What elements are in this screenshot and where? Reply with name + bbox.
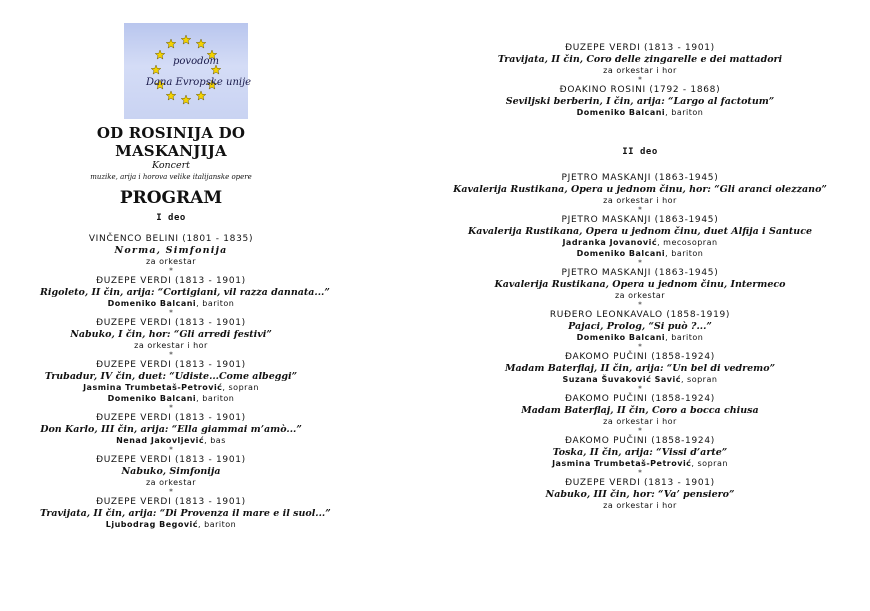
work-title: Travijata, II čin, arija: “Di Provenza il mare e il suol...” xyxy=(40,508,331,519)
program-entry xyxy=(430,172,850,206)
program-entry xyxy=(430,214,850,259)
star-icon xyxy=(166,91,176,100)
performer-role: , bariton xyxy=(665,249,704,258)
performer-line xyxy=(430,416,850,427)
star-icon xyxy=(181,95,191,104)
performer-name: Jasmina Trumbetaš-Petrović xyxy=(552,459,692,468)
work-title: Norma, Simfonija xyxy=(114,245,228,256)
entry-separator: * xyxy=(638,469,642,477)
star-icon xyxy=(196,39,206,48)
performer-line xyxy=(40,519,302,530)
performer-line xyxy=(430,65,850,76)
performer-role: za orkestar xyxy=(145,257,197,266)
entry-separator: * xyxy=(169,351,173,359)
performer-line xyxy=(430,500,850,511)
performer-line xyxy=(430,195,850,206)
program-entry xyxy=(40,496,331,530)
composer-line: PJETRO MASKANJI (1863-1945) xyxy=(561,173,719,183)
performer-name: Domeniko Balcani xyxy=(576,249,666,258)
star-icon xyxy=(166,39,176,48)
composer-line: ĐUZEPE VERDI (1813 - 1901) xyxy=(96,413,246,423)
performer-line xyxy=(430,374,850,385)
program-entry xyxy=(430,84,850,118)
program-entry xyxy=(40,317,302,351)
performer-role: , bariton xyxy=(198,520,237,529)
logo-line-dana-evropske-unije: Dana Evropske unije xyxy=(146,77,252,88)
performer-name: Domeniko Balcani xyxy=(576,333,666,342)
composer-line: VINČENCO BELINI (1801 - 1835) xyxy=(88,234,254,244)
performer-role: , bariton xyxy=(665,333,704,342)
work-title: Toska, II čin, arija: “Vissi d’arte” xyxy=(552,447,728,458)
performer-role: za orkestar i hor xyxy=(603,417,677,426)
performer-role: za orkestar xyxy=(614,291,666,300)
performer-line xyxy=(430,290,850,301)
entry-separator: * xyxy=(638,206,642,214)
program-entry xyxy=(430,42,850,76)
work-title: Seviljski berberin, I čin, arija: “Largo al factotum” xyxy=(505,96,775,107)
composer-line: ĐUZEPE VERDI (1813 - 1901) xyxy=(96,455,246,465)
performer-line xyxy=(40,256,302,267)
program-entry xyxy=(40,233,302,267)
performer-role: za orkestar xyxy=(145,478,197,487)
program-right-column xyxy=(430,42,850,511)
composer-line: ĐUZEPE VERDI (1813 - 1901) xyxy=(96,360,246,370)
performer-line xyxy=(430,107,850,118)
star-icon xyxy=(155,50,165,59)
entry-separator: * xyxy=(638,76,642,84)
part-two-list xyxy=(430,172,850,511)
program-entry xyxy=(430,393,850,427)
performer-line xyxy=(40,298,302,309)
performer-line xyxy=(40,382,302,393)
entry-separator: * xyxy=(169,267,173,275)
part-one-label: I deo xyxy=(156,213,186,223)
performer-name: Jasmina Trumbetaš-Petrović xyxy=(83,383,223,392)
concert-kicker: Koncert xyxy=(152,160,190,171)
performer-name: Suzana Šuvaković Savić xyxy=(562,375,681,384)
logo-line-povodom: povodom xyxy=(173,56,219,67)
performer-role: za orkestar i hor xyxy=(603,501,677,510)
entry-separator: * xyxy=(638,427,642,435)
composer-line: ĐAKOMO PUČINI (1858-1924) xyxy=(565,352,715,362)
work-title: Travijata, II čin, Coro delle zingarelle e dei mattadori xyxy=(497,54,783,65)
performer-role: , bariton xyxy=(196,299,235,308)
performer-name: Domeniko Balcani xyxy=(107,394,197,403)
work-title: Nabuko, Simfonija xyxy=(121,466,221,477)
performer-role: za orkestar i hor xyxy=(603,66,677,75)
program-entry xyxy=(430,435,850,469)
star-icon xyxy=(196,91,206,100)
performer-role: , bariton xyxy=(196,394,235,403)
performer-name: Jadranka Jovanović xyxy=(562,238,658,247)
performer-line xyxy=(430,332,850,343)
composer-line: PJETRO MASKANJI (1863-1945) xyxy=(561,215,719,225)
performer-role: , mecosopran xyxy=(657,238,718,247)
concert-title: OD ROSINIJA DO MASKANJIJA xyxy=(96,124,246,160)
work-title: Madam Baterflaj, II čin, Coro a bocca chiusa xyxy=(521,405,759,416)
part-one-continued-list xyxy=(430,42,850,118)
work-title: Pajaci, Prolog, “Si può ?...” xyxy=(568,321,712,332)
composer-line: RUĐERO LEONKAVALO (1858-1919) xyxy=(549,310,731,320)
performer-role: , sopran xyxy=(222,383,259,392)
performer-line xyxy=(40,393,302,404)
program-left-column xyxy=(40,124,331,530)
composer-line: ĐOAKINO ROSINI (1792 - 1868) xyxy=(559,85,721,95)
program-entry xyxy=(40,275,330,309)
performer-name: Nenad Jakovljević xyxy=(116,436,205,445)
program-entry xyxy=(40,454,302,488)
work-title: Kavalerija Rustikana, Opera u jednom činu, duet Alfija i Santuce xyxy=(467,226,813,237)
entry-separator: * xyxy=(638,385,642,393)
composer-line: PJETRO MASKANJI (1863-1945) xyxy=(561,268,719,278)
composer-line: ĐUZEPE VERDI (1813 - 1901) xyxy=(96,497,246,507)
composer-line: ĐUZEPE VERDI (1813 - 1901) xyxy=(565,43,715,53)
eu-stars-circle xyxy=(124,23,248,119)
entry-separator: * xyxy=(638,301,642,309)
performer-line xyxy=(430,458,850,469)
performer-role: , bas xyxy=(204,436,226,445)
composer-line: ĐAKOMO PUČINI (1858-1924) xyxy=(565,436,715,446)
performer-name: Ljubodrag Begović xyxy=(105,520,199,529)
performer-name: Domeniko Balcani xyxy=(576,108,666,117)
program-entry xyxy=(40,359,302,404)
entry-separator: * xyxy=(169,446,173,454)
performer-line xyxy=(40,477,302,488)
program-entry xyxy=(430,477,850,511)
performer-role: , sopran xyxy=(680,375,718,384)
eu-day-logo xyxy=(124,23,252,119)
program-entry xyxy=(430,351,850,385)
performer-line xyxy=(430,248,850,259)
work-title: Kavalerija Rustikana, Opera u jednom činu, Intermeco xyxy=(494,279,786,290)
program-entry xyxy=(430,267,850,301)
performer-line xyxy=(40,435,302,446)
entry-separator: * xyxy=(169,404,173,412)
work-title: Trubadur, IV čin, duet: “Udiste...Come albeggi” xyxy=(44,371,298,382)
entry-separator: * xyxy=(169,309,173,317)
performer-role: za orkestar i hor xyxy=(603,196,677,205)
work-title: Madam Baterflaj, II čin, arija: “Un bel di vedremo” xyxy=(504,363,776,374)
composer-line: ĐUZEPE VERDI (1813 - 1901) xyxy=(96,318,246,328)
work-title: Kavalerija Rustikana, Opera u jednom činu, hor: “Gli aranci olezzano” xyxy=(453,184,827,195)
composer-line: ĐAKOMO PUČINI (1858-1924) xyxy=(565,394,715,404)
work-title: Nabuko, III čin, hor: “Va’ pensiero” xyxy=(545,489,735,500)
part-one-list xyxy=(40,233,331,530)
work-title: Rigoleto, II čin, arija: “Cortigiani, vil razza dannata...” xyxy=(40,287,330,298)
performer-name: Domeniko Balcani xyxy=(107,299,197,308)
entry-separator: * xyxy=(638,343,642,351)
performer-role: za orkestar i hor xyxy=(134,341,208,350)
part-two-label: II deo xyxy=(622,147,658,157)
concert-subtitle: muzike, arija i horova velike italijanske opere xyxy=(90,173,252,181)
entry-separator: * xyxy=(638,259,642,267)
composer-line: ĐUZEPE VERDI (1813 - 1901) xyxy=(565,478,715,488)
performer-line xyxy=(40,340,302,351)
performer-line xyxy=(430,237,850,248)
work-title: Nabuko, I čin, hor: “Gli arredi festivi” xyxy=(70,329,272,340)
star-icon xyxy=(151,65,161,74)
program-entry xyxy=(430,309,850,343)
work-title: Don Karlo, III čin, arija: “Ella giammai m’amò...” xyxy=(40,424,302,435)
entry-separator: * xyxy=(169,488,173,496)
composer-line: ĐUZEPE VERDI (1813 - 1901) xyxy=(96,276,246,286)
performer-role: , bariton xyxy=(665,108,704,117)
program-entry xyxy=(40,412,302,446)
star-icon xyxy=(181,35,191,44)
program-heading: PROGRAM xyxy=(119,188,223,208)
performer-role: , sopran xyxy=(691,459,728,468)
